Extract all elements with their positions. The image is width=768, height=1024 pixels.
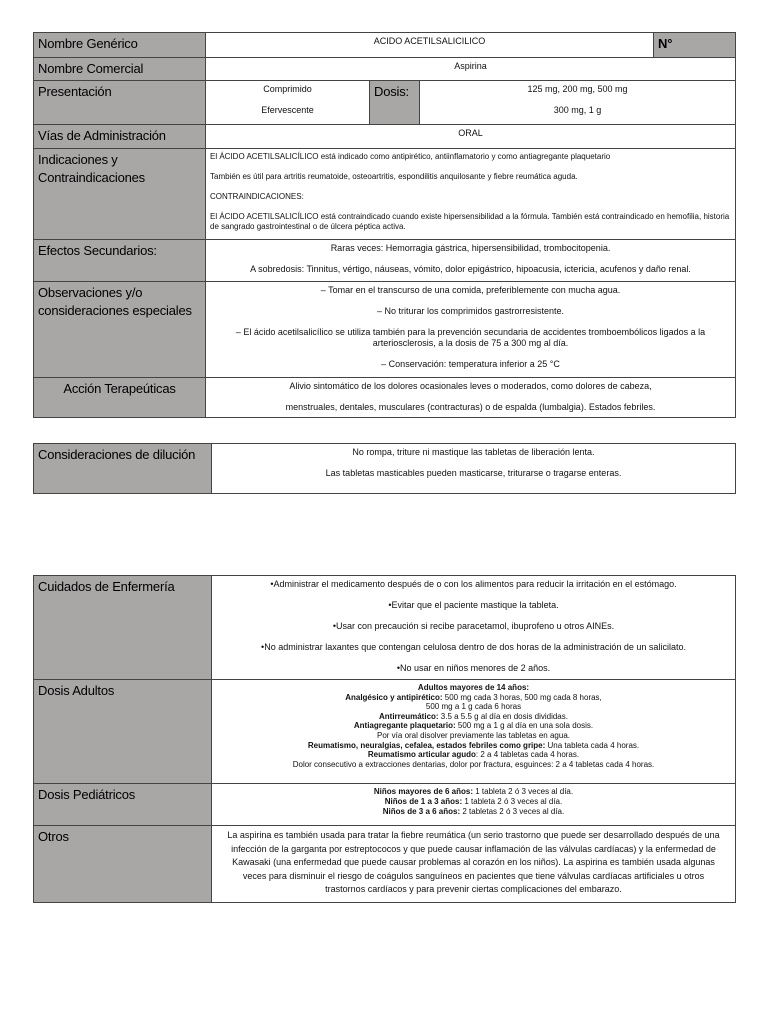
adult-dose-line-7-val: : 2 a 4 tabletas cada 4 horas. — [475, 750, 580, 760]
observations-3: – El ácido acetilsalicílico se utiliza también para la prevención secundaria de accidentes tromboembólicos ligados a la arteriosclerosis, a la dosis de 75 a 300 mg al día. — [235, 327, 706, 348]
indications-p1: El ÁCIDO ACETILSALICÍLICO está indicado como antipirético, antiinflamatorio y como antiagregante plaquetario — [210, 152, 611, 161]
adult-dose-line-1-val: 500 mg cada 3 horas, 500 mg cada 8 horas, — [442, 692, 602, 702]
adult-dose-line-3-key: Antirreumático: — [379, 711, 439, 721]
adult-dose-title — [216, 683, 731, 693]
adult-dose-line-5: Por vía oral disolver previamente las tabletas en agua. — [377, 730, 570, 740]
therapeutic-action-1: Alivio sintomático de los dolores ocasionales leves o moderados, como dolores de cabeza, — [289, 381, 652, 391]
side-effects-value — [206, 240, 736, 282]
adult-dose-line-7-key: Reumatismo articular agudo — [367, 750, 476, 760]
commercial-name-label: Nombre Comercial — [34, 58, 206, 81]
dilution-line-2: Las tabletas masticables pueden masticarse, triturarse o tragarse enteras. — [325, 468, 622, 478]
adult-dose-line-8: Dolor consecutivo a extracciones dentarias, dolor por fractura, esguinces: 2 a 4 tabletas cada 4 horas. — [292, 759, 655, 769]
dilution-label: Consideraciones de dilución — [34, 444, 212, 494]
dilution-value — [212, 444, 736, 494]
indications-p2: También es útil para artritis reumatoide, osteoartritis, espondilitis anquilosante y fiebre reumática aguda. — [210, 172, 578, 181]
nursing-care-value — [212, 576, 736, 680]
adult-dose-line-4 — [216, 721, 731, 731]
dose-label: Dosis: — [370, 81, 420, 125]
drug-info-table — [33, 32, 736, 418]
side-effects-2: A sobredosis: Tinnitus, vértigo, náuseas, vómito, dolor epigástrico, hipoacusia, ictericia, acufenos y daño renal. — [250, 264, 691, 274]
dilution-table — [33, 443, 736, 494]
adult-dose-line-3-val: 3.5 a 5.5 g al día en dosis divididas. — [438, 711, 568, 721]
nursing-care-1: •Administrar el medicamento después de o con los alimentos para reducir la irritación en el estómago. — [270, 579, 677, 589]
adult-dose-line-1-key: Analgésico y antipirético: — [345, 692, 443, 702]
others-value: La aspirina es también usada para tratar la fiebre reumática (un serio trastorno que puede ser desarrollado después de una infección de la garganta por estreptococos y que puede causar inflamación de las válvulas cardíacas) y la enfermedad de Kawasaki (una enfermedad que puede causar problemas al corazón en los niños). La aspirina es también usada algunas veces para disminuir el riesgo de coágulos sanguíneos en pacientes que tiene válvulas cardíacas artificiales u otros trastornos cardíacos y para prevenir ciertas complicaciones del embarazo. — [212, 826, 736, 903]
observations-2: – No triturar los comprimidos gastrorresistente. — [376, 306, 565, 316]
adult-dose-line-4-val: 500 mg a 1 g al día en una sola dosis. — [455, 721, 594, 731]
commercial-name-value: Aspirina — [206, 58, 736, 81]
side-effects-label: Efectos Secundarios: — [34, 240, 206, 282]
therapeutic-action-2: menstruales, dentales, musculares (contracturas) o de espalda (lumbalgia). Estados febriles. — [285, 402, 656, 412]
adult-dose-line-4-key: Antiagregante plaquetario: — [353, 721, 456, 731]
pediatric-dose-label: Dosis Pediátricos — [34, 784, 212, 826]
adult-dose-line-3 — [216, 712, 731, 722]
adult-dose-value — [212, 680, 736, 784]
dose-value-1: 125 mg, 200 mg, 500 mg — [527, 84, 628, 94]
route-value: ORAL — [206, 125, 736, 149]
indications-value — [206, 149, 736, 240]
indications-p4: El ÁCIDO ACETILSALICÍLICO está contraindicado cuando existe hipersensibilidad a la fórmula. También está contraindicado en hemofilia, historia de sangrado gastrointestinal o de úlcera péptica activa. — [210, 212, 730, 231]
observations-4: – Conservación: temperatura inferior a 25 °C — [381, 359, 560, 369]
generic-name-value: ACIDO ACETILSALICILICO — [206, 33, 654, 58]
adult-dose-line-6-val: Una tableta cada 4 horas. — [545, 740, 640, 750]
dose-value-2: 300 mg, 1 g — [553, 105, 602, 115]
nursing-care-4: •No administrar laxantes que contengan celulosa dentro de dos horas de la administración de un salicilato. — [261, 642, 686, 652]
number-label — [654, 33, 736, 58]
pediatric-dose-line-1-key: Niños mayores de 6 años: — [373, 787, 474, 796]
adult-dose-title-text: Adultos mayores de 14 años: — [417, 683, 530, 692]
dose-value — [420, 81, 736, 125]
nursing-care-label: Cuidados de Enfermería — [34, 576, 212, 680]
pediatric-dose-line-2-key: Niños de 1 a 3 años: — [384, 797, 463, 806]
observations-1: – Tomar en el transcurso de una comida, preferiblemente con mucha agua. — [320, 285, 621, 295]
adult-dose-line-6 — [216, 741, 731, 751]
observations-label: Observaciones y/o consideraciones especiales — [34, 282, 206, 378]
care-table — [33, 575, 736, 903]
others-label: Otros — [34, 826, 212, 903]
pediatric-dose-line-1 — [216, 787, 731, 797]
observations-value — [206, 282, 736, 378]
pediatric-dose-value — [212, 784, 736, 826]
presentation-value — [206, 81, 370, 125]
side-effects-1: Raras veces: Hemorragia gástrica, hipersensibilidad, trombocitopenia. — [330, 243, 611, 253]
therapeutic-action-value — [206, 378, 736, 418]
pediatric-dose-line-3-key: Niños de 3 a 6 años: — [382, 807, 461, 816]
therapeutic-action-label: Acción Terapeúticas — [34, 378, 206, 418]
pediatric-dose-line-2-val: 1 tableta 2 ó 3 veces al día. — [462, 797, 563, 806]
pediatric-dose-line-3 — [216, 807, 731, 817]
indications-p3: CONTRAINDICACIONES: — [210, 192, 304, 201]
pediatric-dose-line-1-val: 1 tableta 2 ó 3 veces al día. — [473, 787, 574, 796]
nursing-care-5: •No usar en niños menores de 2 años. — [396, 663, 551, 673]
number-label-text: N° — [658, 36, 673, 51]
presentation-value-2: Efervescente — [261, 105, 314, 115]
adult-dose-line-1 — [216, 693, 731, 703]
nursing-care-3: •Usar con precaución si recibe paracetamol, ibuprofeno u otros AINEs. — [332, 621, 615, 631]
nursing-care-2: •Evitar que el paciente mastique la tableta. — [388, 600, 559, 610]
presentation-value-1: Comprimido — [263, 84, 312, 94]
route-label: Vías de Administración — [34, 125, 206, 149]
generic-name-label: Nombre Genérico — [34, 33, 206, 58]
adult-dose-label: Dosis Adultos — [34, 680, 212, 784]
pediatric-dose-line-2 — [216, 797, 731, 807]
adult-dose-line-2: 500 mg a 1 g cada 6 horas — [425, 702, 522, 712]
adult-dose-line-7 — [216, 750, 731, 760]
dilution-line-1: No rompa, triture ni mastique las tabletas de liberación lenta. — [352, 447, 595, 457]
presentation-label: Presentación — [34, 81, 206, 125]
adult-dose-line-6-key: Reumatismo, neuralgias, cefalea, estados febriles como gripe: — [307, 740, 546, 750]
indications-label: Indicaciones y Contraindicaciones — [34, 149, 206, 240]
pediatric-dose-line-3-val: 2 tabletas 2 ó 3 veces al día. — [460, 807, 565, 816]
